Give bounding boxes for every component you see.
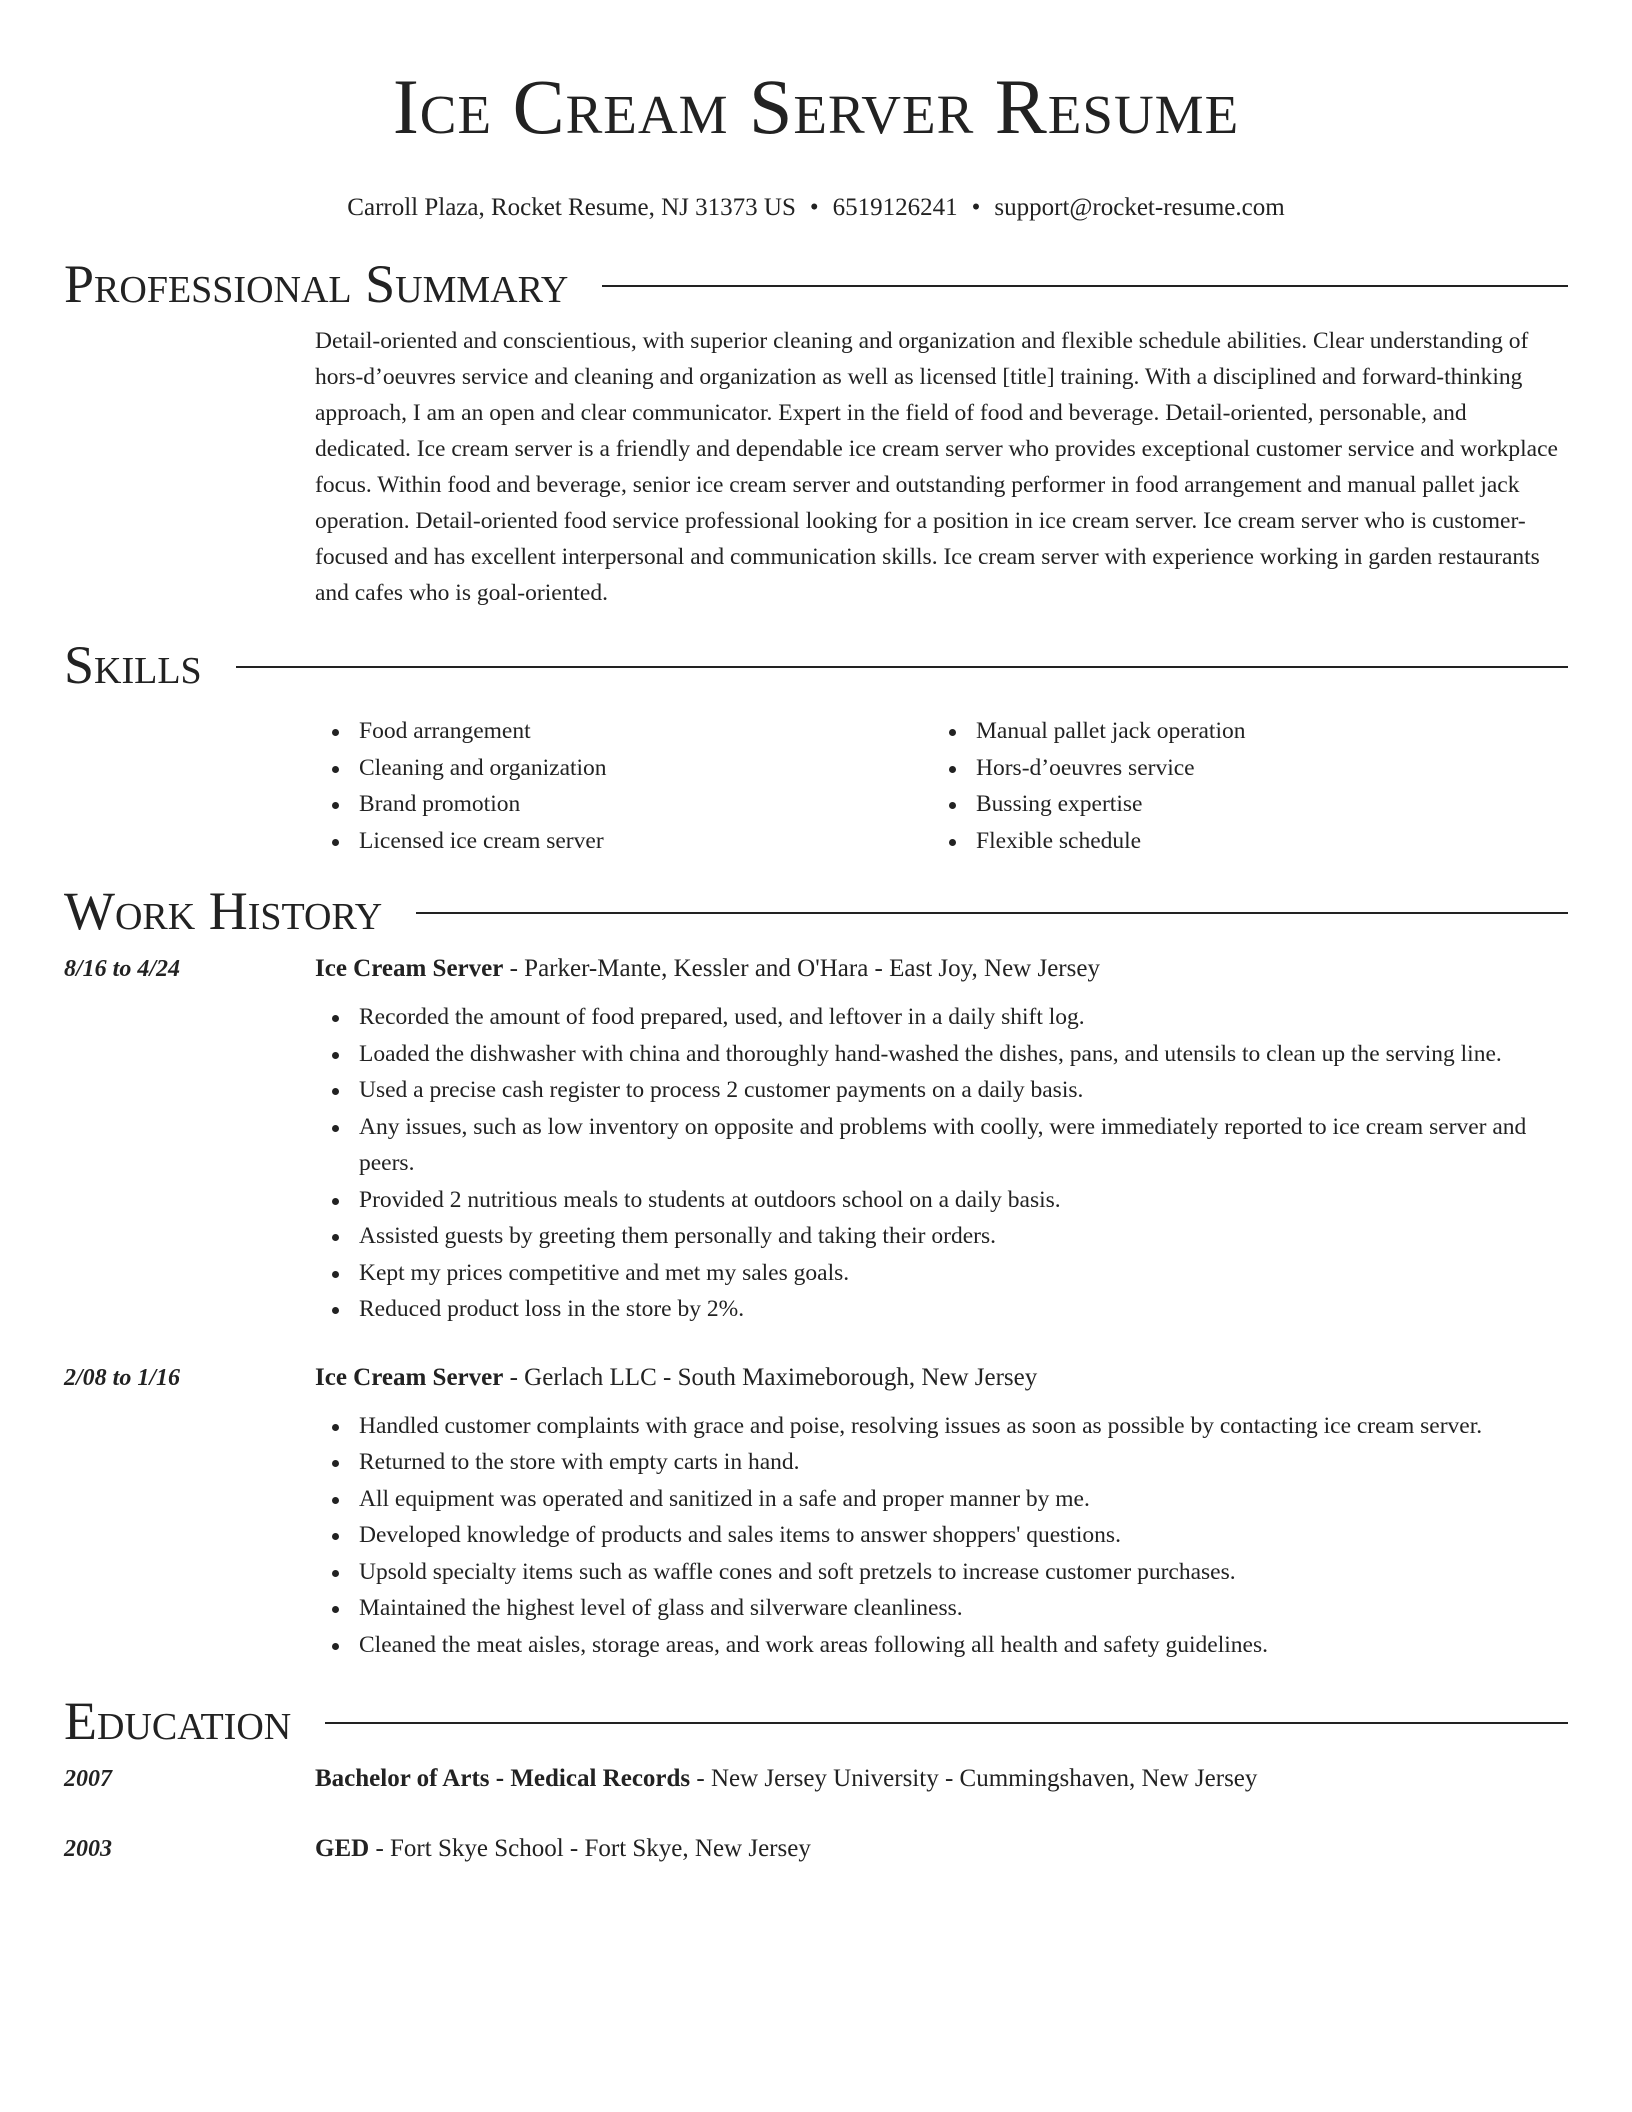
- work-section-header: [64, 881, 1568, 941]
- skill-item: Licensed ice cream server: [315, 823, 932, 860]
- job-employer-location: - Parker-Mante, Kessler and O'Hara - East Joy, New Jersey: [503, 955, 1100, 982]
- job-bullet: Kept my prices competitive and met my sales goals.: [315, 1255, 1568, 1292]
- job-bullet: Cleaned the meat aisles, storage areas, and work areas following all health and safety guidelines.: [315, 1627, 1568, 1664]
- job-bullet: Any issues, such as low inventory on opposite and problems with coolly, were immediately reported to ice cream server and peers.: [315, 1109, 1568, 1182]
- job-details: [315, 1362, 1568, 1664]
- skill-item: Manual pallet jack operation: [932, 713, 1549, 750]
- skill-item: Hors-d’oeuvres service: [932, 750, 1549, 787]
- education-section-header: [64, 1691, 1568, 1751]
- job-bullet: Handled customer complaints with grace and poise, resolving issues as soon as possible by contacting ice cream server.: [315, 1408, 1568, 1445]
- job-dates: 8/16 to 4/24: [64, 956, 181, 982]
- education-details: [315, 1763, 1568, 1795]
- education-line: [315, 1763, 1568, 1795]
- job-bullet: Used a precise cash register to process 2 customer payments on a daily basis.: [315, 1072, 1568, 1109]
- job-bullet: All equipment was operated and sanitized in a safe and proper manner by me.: [315, 1481, 1568, 1518]
- skills-column-left: [315, 713, 932, 859]
- contact-email[interactable]: support@rocket-resume.com: [994, 194, 1285, 221]
- section-divider: [602, 285, 1568, 287]
- job-title: Ice Cream Server: [315, 1363, 504, 1391]
- section-divider: [236, 666, 1568, 668]
- skill-item: Food arrangement: [315, 713, 932, 750]
- resume-page: [64, 0, 1568, 1865]
- education-entry: [64, 1833, 1568, 1865]
- job-heading-line: [315, 1362, 1568, 1394]
- education-school-location: - New Jersey University - Cummingshaven, New Jersey: [690, 1765, 1258, 1792]
- education-degree: GED: [315, 1835, 370, 1862]
- contact-separator: •: [971, 194, 981, 221]
- job-bullet: Reduced product loss in the store by 2%.: [315, 1291, 1568, 1328]
- job-heading-line: [315, 953, 1568, 985]
- contact-line: [64, 192, 1568, 224]
- resume-title: Ice Cream Server Resume: [392, 63, 1240, 150]
- job-bullet: Loaded the dishwasher with china and thoroughly hand-washed the dishes, pans, and utensils to clean up the serving line.: [315, 1036, 1568, 1073]
- job-bullets: [315, 999, 1568, 1328]
- section-divider: [416, 912, 1568, 914]
- work-heading: Work History: [64, 881, 383, 941]
- skills-section-header: [64, 635, 1568, 695]
- job-details: [315, 953, 1568, 1328]
- skill-item: Flexible schedule: [932, 823, 1549, 860]
- skills-list: [315, 713, 1568, 859]
- education-year: 2003: [64, 1836, 112, 1862]
- education-details: [315, 1833, 1568, 1865]
- education-line: [315, 1833, 1568, 1865]
- education-degree: Bachelor of Arts - Medical Records: [315, 1765, 691, 1792]
- job-bullet: Returned to the store with empty carts in hand.: [315, 1444, 1568, 1481]
- contact-separator: •: [809, 194, 819, 221]
- job-bullet: Recorded the amount of food prepared, used, and leftover in a daily shift log.: [315, 999, 1568, 1036]
- section-divider: [325, 1722, 1568, 1724]
- job-employer-location: - Gerlach LLC - South Maximeborough, New Jersey: [503, 1363, 1038, 1391]
- contact-address: Carroll Plaza, Rocket Resume, NJ 31373 US: [347, 194, 796, 221]
- skills-heading: Skills: [64, 635, 202, 695]
- job-entry: [64, 1362, 1568, 1664]
- skill-item: Bussing expertise: [932, 786, 1549, 823]
- summary-text: Detail-oriented and conscientious, with superior cleaning and organization and flexible schedule abilities. Clear understanding of hors-d’oeuvres service and cleaning and organization as well as licensed [title] training. With a disciplined and forward-thinking approach, I am an open and clear communicator. Expert in the field of food and beverage. Detail-oriented, personable, and dedicated. Ice cream server is a friendly and dependable ice cream server who provides exceptional customer service and workplace focus. Within food and beverage, senior ice cream server and outstanding performer in food arrangement and manual pallet jack operation. Detail-oriented food service professional looking for a position in ice cream server. Ice cream server who is customer-focused and has excellent interpersonal and communication skills. Ice cream server with experience working in garden restaurants and cafes who is goal-oriented.: [315, 328, 1558, 606]
- job-bullet: Upsold specialty items such as waffle cones and soft pretzels to increase customer purchases.: [315, 1554, 1568, 1591]
- job-bullet: Developed knowledge of products and sales items to answer shoppers' questions.: [315, 1517, 1568, 1554]
- education-year: 2007: [64, 1766, 112, 1792]
- summary-section-header: [64, 254, 1568, 314]
- job-bullet: Assisted guests by greeting them personally and taking their orders.: [315, 1218, 1568, 1255]
- education-heading: Education: [64, 1691, 292, 1751]
- job-entry: [64, 953, 1568, 1328]
- job-bullet: Maintained the highest level of glass and silverware cleanliness.: [315, 1590, 1568, 1627]
- skill-item: Brand promotion: [315, 786, 932, 823]
- education-entry: [64, 1763, 1568, 1795]
- skills-column-right: [932, 713, 1549, 859]
- job-bullets: [315, 1408, 1568, 1664]
- summary-heading: Professional Summary: [64, 254, 569, 314]
- education-school-location: - Fort Skye School - Fort Skye, New Jersey: [369, 1835, 811, 1862]
- job-title: Ice Cream Server: [315, 955, 504, 982]
- job-bullet: Provided 2 nutritious meals to students at outdoors school on a daily basis.: [315, 1182, 1568, 1219]
- contact-phone[interactable]: 6519126241: [832, 194, 958, 221]
- skill-item: Cleaning and organization: [315, 750, 932, 787]
- job-dates: 2/08 to 1/16: [64, 1364, 181, 1391]
